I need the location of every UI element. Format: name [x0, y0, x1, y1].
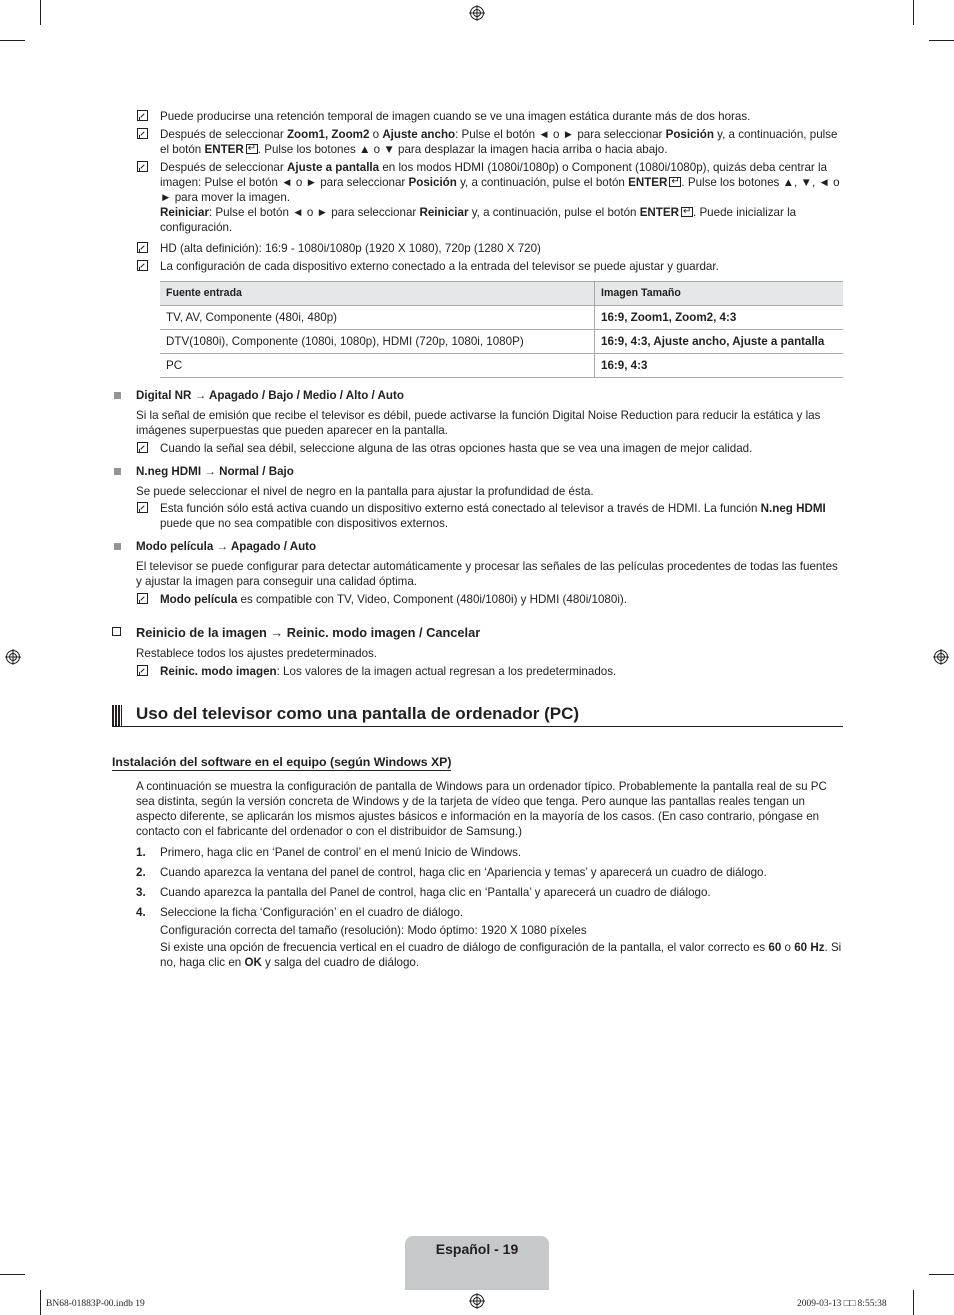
crop-mark: [929, 40, 954, 41]
crop-mark: [913, 0, 914, 25]
note-icon: [137, 260, 148, 271]
option-title: Modo película → Apagado / Auto: [136, 540, 317, 553]
note-text: La configuración de cada dispositivo externo conectado a la entrada del televisor se puede ajustar y guardar.: [160, 260, 719, 273]
section-bar-icon: [112, 705, 122, 726]
crop-mark: [40, 1290, 41, 1315]
note-text: Después de seleccionar Ajuste a pantalla en los modos HDMI (1080i/1080p) o Component (1080i/1080p), quizás deba centrar la imagen: Pulse el botón ◄ o ► para seleccionar Posición y, a continuación, pulse el botón ENTER↵ . Pulse los botones ▲, ▼, ◄ o ► para mover la imagen. Reiniciar: Pulse el botón ◄ o ► para seleccionar Reiniciar y, a continuación, pulse el botón ENTER↵ . Puede inicializar la configuración.: [160, 160, 847, 235]
step-text: Cuando aparezca la pantalla del Panel de control, haga clic en ‘Pantalla’ y aparecerá un cuadro de diálogo.: [160, 886, 711, 899]
step-number: 2.: [136, 866, 146, 879]
registration-mark-icon: [469, 5, 485, 21]
option-description: Se puede seleccionar el nivel de negro en la pantalla para ajustar la profundidad de ésta.: [136, 485, 594, 498]
crop-mark: [929, 1274, 954, 1275]
table-cell: PC: [160, 354, 595, 378]
registration-mark-icon: [469, 1293, 485, 1309]
crop-mark: [0, 40, 25, 41]
file-name: BN68-01883P-00.indb 19: [46, 1299, 145, 1309]
table-row: [160, 354, 843, 378]
page-number: Español - 19: [435, 1241, 519, 1257]
step-text: Si existe una opción de frecuencia vertical en el cuadro de diálogo de configuración de la pantalla, el valor correcto es 60 o 60 Hz. Si no, haga clic en OK y salga del cuadro de diálogo.: [160, 941, 842, 969]
step-number: 1.: [136, 846, 146, 859]
option-description: Si la señal de emisión que recibe el televisor es débil, puede activarse la función Digital Noise Reduction para reducir la estática y las imágenes superpuestas que pueden aparecer en la pantalla.: [136, 409, 821, 437]
table-header-row: [160, 282, 843, 306]
table-cell: TV, AV, Componente (480i, 480p): [160, 306, 595, 330]
bullet-square-icon: [114, 392, 121, 399]
section-title: Uso del televisor como una pantalla de ordenador (PC): [136, 704, 580, 723]
table-cell: 16:9, 4:3, Ajuste ancho, Ajuste a pantalla: [595, 330, 844, 354]
note-text: Esta función sólo está activa cuando un dispositivo externo está conectado al televisor a través de HDMI. La función N.neg HDMI puede que no sea compatible con dispositivos externos.: [160, 502, 826, 530]
step-text: Primero, haga clic en ‘Panel de control’ en el menú Inicio de Windows.: [160, 846, 522, 859]
bullet-square-icon: [114, 468, 121, 475]
step-text: Cuando aparezca la ventana del panel de control, haga clic en ‘Apariencia y temas’ y aparecerá un cuadro de diálogo.: [160, 866, 767, 879]
input-size-table: [160, 281, 843, 378]
note-icon: [137, 665, 148, 676]
note-text: Reinic. modo imagen: Los valores de la imagen actual regresan a los predeterminados.: [160, 665, 617, 678]
step-number: 3.: [136, 886, 146, 899]
note-icon: [137, 593, 148, 604]
table-cell: DTV(1080i), Componente (1080i, 1080p), HDMI (720p, 1080i, 1080P): [160, 330, 595, 354]
note-text: Puede producirse una retención temporal de imagen cuando se ve una imagen estática durante más de dos horas.: [160, 110, 751, 123]
note-icon: [137, 161, 148, 172]
subsection-title: Reinicio de la imagen → Reinic. modo imagen / Cancelar: [136, 625, 481, 640]
crop-mark: [913, 1290, 914, 1315]
note-icon: [137, 128, 148, 139]
registration-mark-icon: [5, 649, 21, 665]
bullet-square-icon: [114, 543, 121, 550]
step-number: 4.: [136, 906, 146, 919]
note-text: HD (alta definición): 16:9 - 1080i/1080p (1920 X 1080), 720p (1280 X 720): [160, 242, 541, 255]
enter-icon: [669, 177, 681, 187]
note-icon: [137, 442, 148, 453]
table-row: [160, 330, 843, 354]
step-text: Seleccione la ficha ‘Configuración’ en el cuadro de diálogo.: [160, 906, 464, 919]
crop-mark: [40, 0, 41, 25]
note-icon: [137, 110, 148, 121]
note-text: Después de seleccionar Zoom1, Zoom2 o Ajuste ancho: Pulse el botón ◄ o ► para seleccionar Posición y, a continuación, pulse el botón ENTER↵ . Pulse los botones ▲ o ▼ para desplazar la imagen hacia arriba o hacia abajo.: [160, 127, 847, 157]
option-title: Digital NR → Apagado / Bajo / Medio / Alto / Auto: [136, 389, 404, 402]
option-title: N.neg HDMI → Normal / Bajo: [136, 465, 294, 478]
table-header: Fuente entrada: [160, 282, 595, 306]
option-description: El televisor se puede configurar para detectar automáticamente y procesar las señales de las películas procedentes de todas las fuentes y ajustar la imagen para conseguir una calidad óptima.: [136, 560, 838, 588]
checkbox-bullet-icon: [112, 627, 121, 636]
crop-mark: [0, 1274, 25, 1275]
print-date: 2009-03-13 □□ 8:55:38: [797, 1299, 887, 1309]
step-text: Configuración correcta del tamaño (resolución): Modo óptimo: 1920 X 1080 píxeles: [160, 924, 587, 937]
subsection-heading: Instalación del software en el equipo (según Windows XP): [112, 755, 452, 769]
table-cell: 16:9, 4:3: [595, 354, 844, 378]
note-text: Cuando la señal sea débil, seleccione alguna de las otras opciones hasta que se vea una imagen de mejor calidad.: [160, 442, 753, 455]
intro-paragraph: A continuación se muestra la configuración de pantalla de Windows para un ordenador típico. Probablemente la pantalla real de su PC sea distinta, según la versión concreta de Windows y de la tarjeta de vídeo que tenga. Pero aunque las pantallas reales tengan un aspecto diferente, se aplicarán los mismos ajustes básicos e información en la mayoría de los casos. (En caso contrario, póngase en contacto con el fabricante del ordenador o con el distribuidor de Samsung.): [136, 780, 827, 838]
enter-icon: [681, 207, 693, 217]
registration-mark-icon: [933, 649, 949, 665]
section-divider: [112, 726, 843, 727]
note-icon: [137, 242, 148, 253]
table-cell: 16:9, Zoom1, Zoom2, 4:3: [595, 306, 844, 330]
table-row: [160, 306, 843, 330]
table-header: Imagen Tamaño: [595, 282, 844, 306]
subsection-description: Restablece todos los ajustes predeterminados.: [136, 647, 378, 660]
enter-icon: [246, 144, 258, 154]
note-icon: [137, 502, 148, 513]
note-text: Modo película es compatible con TV, Video, Component (480i/1080i) y HDMI (480i/1080i).: [160, 593, 627, 606]
